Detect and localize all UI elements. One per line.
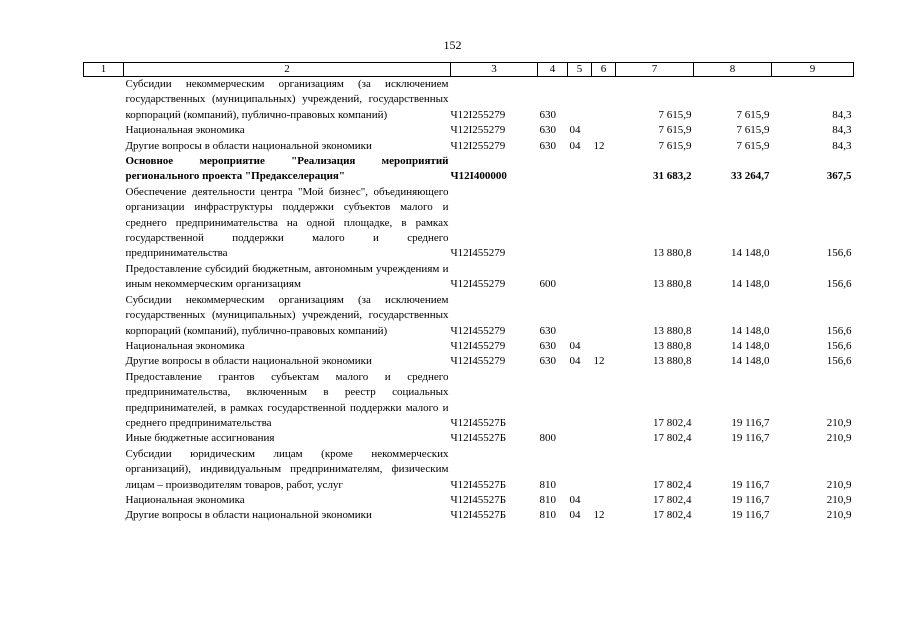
row-number-cell <box>84 77 124 124</box>
amount-col9: 210,9 <box>826 478 852 491</box>
amount-col9: 156,6 <box>826 324 852 337</box>
subsection-code <box>592 339 616 354</box>
target-article-code: Ч12I45527Б <box>450 432 507 445</box>
amount-col7: 17 802,4 <box>653 432 692 445</box>
expense-type-code: 800 <box>539 432 556 445</box>
section-code <box>568 293 592 339</box>
expense-type-code: 630 <box>539 108 556 121</box>
expense-type-code: 630 <box>539 139 556 152</box>
table-row <box>84 447 854 493</box>
amount-col7: 7 615,9 <box>658 108 692 121</box>
row-name: Иные бюджетные ассигнования <box>125 432 275 445</box>
amount-col8: 7 615,9 <box>736 108 770 121</box>
row-number-cell <box>84 370 124 432</box>
amount-col7: 7 615,9 <box>658 139 692 152</box>
table-row <box>84 293 854 339</box>
target-article-code: Ч12I455279 <box>450 278 506 291</box>
row-number-cell <box>84 123 124 138</box>
target-article-code: Ч12I45527Б <box>450 478 507 491</box>
table-row <box>84 493 854 508</box>
target-article-code: Ч12I255279 <box>450 124 506 137</box>
column-header: 3 <box>451 63 538 77</box>
section-code: 04 <box>569 509 581 522</box>
subsection-code <box>592 123 616 138</box>
expense-type-code: 630 <box>539 324 556 337</box>
table-row <box>84 370 854 432</box>
amount-col9: 367,5 <box>826 170 852 183</box>
amount-col8: 19 116,7 <box>731 509 770 522</box>
amount-col8: 14 148,0 <box>731 324 770 337</box>
amount-col9: 210,9 <box>826 493 852 506</box>
row-number-cell <box>84 185 124 262</box>
section-code: 04 <box>569 124 581 137</box>
subsection-code <box>592 154 616 185</box>
budget-table <box>83 62 854 524</box>
row-name: Национальная экономика <box>125 339 245 352</box>
amount-col9: 156,6 <box>826 247 852 260</box>
subsection-code: 12 <box>593 509 605 522</box>
amount-col9: 84,3 <box>832 124 852 137</box>
target-article-code: Ч12I255279 <box>450 139 506 152</box>
amount-col7: 17 802,4 <box>653 478 692 491</box>
amount-col7: 13 880,8 <box>653 247 692 260</box>
row-name: Основное мероприятие "Реализация мероприятий регионального проекта "Предакселерация" <box>125 155 449 183</box>
table-row <box>84 431 854 446</box>
table-row <box>84 508 854 523</box>
section-code <box>568 185 592 262</box>
table-row <box>84 339 854 354</box>
expense-type-code: 600 <box>539 278 556 291</box>
amount-col8: 19 116,7 <box>731 478 770 491</box>
row-name: Национальная экономика <box>125 124 245 137</box>
table-row <box>84 154 854 185</box>
row-number-cell <box>84 508 124 523</box>
amount-col9: 210,9 <box>826 432 852 445</box>
row-number-cell <box>84 431 124 446</box>
row-number-cell <box>84 493 124 508</box>
amount-col8: 14 148,0 <box>731 355 770 368</box>
amount-col9: 156,6 <box>826 355 852 368</box>
row-name: Предоставление субсидий бюджетным, автономным учреждениям и иным некоммерческим организациям <box>125 262 449 291</box>
column-header: 9 <box>772 63 854 77</box>
table-row <box>84 139 854 154</box>
target-article-code: Ч12I455279 <box>450 355 506 368</box>
amount-col8: 14 148,0 <box>731 278 770 291</box>
column-header: 1 <box>84 63 124 77</box>
subsection-code <box>592 431 616 446</box>
subsection-code <box>592 293 616 339</box>
expense-type-code <box>538 154 568 185</box>
amount-col8: 19 116,7 <box>731 493 770 506</box>
row-name: Обеспечение деятельности центра "Мой бизнес", объединяющего организации инфраструктуры поддержки субъектов малого и среднего предпринимательства на одной площадке, в рамках государственной поддержки малого и среднего предпринимательства <box>125 185 449 260</box>
expense-type-code <box>538 185 568 262</box>
subsection-code <box>592 493 616 508</box>
column-header: 2 <box>124 63 451 77</box>
section-code: 04 <box>569 139 581 152</box>
amount-col8: 19 116,7 <box>731 416 770 429</box>
amount-col7: 17 802,4 <box>653 416 692 429</box>
column-header: 5 <box>568 63 592 77</box>
section-code <box>568 154 592 185</box>
row-number-cell <box>84 293 124 339</box>
expense-type-code: 810 <box>539 493 556 506</box>
column-number-row <box>84 63 854 77</box>
amount-col8: 19 116,7 <box>731 432 770 445</box>
row-name: Субсидии юридическим лицам (кроме некоммерческих организаций), индивидуальным предпринимателям, физическим лицам – производителям товаров, работ, услуг <box>125 447 449 491</box>
section-code: 04 <box>569 493 581 506</box>
subsection-code: 12 <box>593 139 605 152</box>
section-code: 04 <box>569 355 581 368</box>
row-number-cell <box>84 354 124 369</box>
row-number-cell <box>84 139 124 154</box>
subsection-code <box>592 447 616 493</box>
row-number-cell <box>84 339 124 354</box>
section-code <box>568 447 592 493</box>
column-header: 7 <box>616 63 694 77</box>
subsection-code <box>592 262 616 293</box>
expense-type-code: 630 <box>539 124 556 137</box>
row-name: Национальная экономика <box>125 493 245 506</box>
amount-col7: 17 802,4 <box>653 509 692 522</box>
amount-col8: 14 148,0 <box>731 247 770 260</box>
row-name: Субсидии некоммерческим организациям (за исключением государственных (муниципальных) учреждений, государственных корпораций (компаний), публично-правовых компаний) <box>125 78 449 121</box>
expense-type-code <box>538 370 568 432</box>
target-article-code: Ч12I45527Б <box>450 416 507 429</box>
amount-col7: 7 615,9 <box>658 124 692 137</box>
table-row <box>84 354 854 369</box>
row-number-cell <box>84 262 124 293</box>
target-article-code: Ч12I455279 <box>450 247 506 260</box>
amount-col9: 156,6 <box>826 339 852 352</box>
table-row <box>84 77 854 124</box>
amount-col7: 13 880,8 <box>653 339 692 352</box>
table-body <box>84 77 854 524</box>
amount-col7: 13 880,8 <box>653 278 692 291</box>
expense-type-code: 630 <box>539 339 556 352</box>
target-article-code: Ч12I400000 <box>450 170 507 183</box>
section-code: 04 <box>569 339 581 352</box>
amount-col9: 210,9 <box>826 509 852 522</box>
column-header: 8 <box>694 63 772 77</box>
table-row <box>84 123 854 138</box>
section-code <box>568 77 592 124</box>
expense-type-code: 630 <box>539 355 556 368</box>
section-code <box>568 431 592 446</box>
amount-col8: 33 264,7 <box>731 170 770 183</box>
amount-col8: 7 615,9 <box>736 124 770 137</box>
page-number: 152 <box>443 38 462 52</box>
table-row <box>84 262 854 293</box>
target-article-code: Ч12I455279 <box>450 324 506 337</box>
section-code <box>568 262 592 293</box>
row-name: Другие вопросы в области национальной экономики <box>125 509 372 522</box>
amount-col9: 156,6 <box>826 278 852 291</box>
amount-col8: 14 148,0 <box>731 339 770 352</box>
target-article-code: Ч12I255279 <box>450 108 506 121</box>
row-name: Другие вопросы в области национальной экономики <box>125 355 372 368</box>
subsection-code <box>592 77 616 124</box>
amount-col7: 31 683,2 <box>653 170 692 183</box>
expense-type-code: 810 <box>539 509 556 522</box>
subsection-code <box>592 370 616 432</box>
amount-col7: 13 880,8 <box>653 324 692 337</box>
amount-col9: 84,3 <box>832 139 852 152</box>
target-article-code: Ч12I45527Б <box>450 493 507 506</box>
amount-col9: 210,9 <box>826 416 852 429</box>
amount-col8: 7 615,9 <box>736 139 770 152</box>
table-row <box>84 185 854 262</box>
target-article-code: Ч12I455279 <box>450 339 506 352</box>
amount-col7: 17 802,4 <box>653 493 692 506</box>
row-number-cell <box>84 154 124 185</box>
row-name: Предоставление грантов субъектам малого и среднего предпринимательства, включенным в реестр социальных предпринимателей, в рамках государственной поддержки малого и среднего предпринимательства <box>125 370 449 429</box>
expense-type-code: 810 <box>539 478 556 491</box>
column-header: 6 <box>592 63 616 77</box>
row-number-cell <box>84 447 124 493</box>
subsection-code: 12 <box>593 355 605 368</box>
column-header: 4 <box>538 63 568 77</box>
row-name: Субсидии некоммерческим организациям (за исключением государственных (муниципальных) учреждений, государственных корпораций (компаний), публично-правовых компаний) <box>125 293 449 337</box>
target-article-code: Ч12I45527Б <box>450 509 507 522</box>
subsection-code <box>592 185 616 262</box>
amount-col7: 13 880,8 <box>653 355 692 368</box>
amount-col9: 84,3 <box>832 108 852 121</box>
row-name: Другие вопросы в области национальной экономики <box>125 139 372 152</box>
section-code <box>568 370 592 432</box>
